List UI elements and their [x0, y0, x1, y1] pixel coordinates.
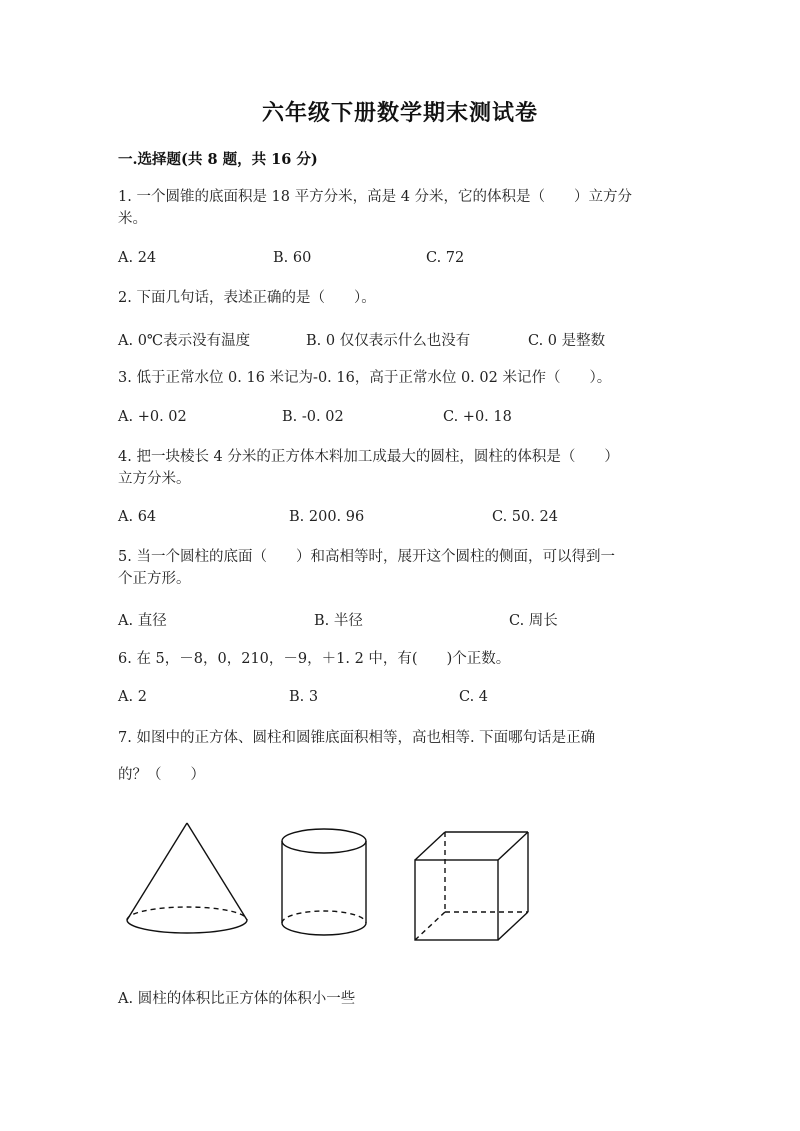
question-7-option-a: A. 圆柱的体积比正方体的体积小一些	[118, 991, 356, 1007]
question-6-option-c: C. 4	[459, 689, 489, 705]
question-5-option-a: A. 直径	[118, 613, 167, 629]
question-7-line-1: 7. 如图中的正方体、圆柱和圆锥底面积相等，高也相等. 下面哪句话是正确	[118, 730, 596, 746]
question-4-line-2: 立方分米。	[118, 471, 191, 487]
question-5-option-b: B. 半径	[314, 613, 363, 629]
question-1-line-2: 米。	[118, 211, 147, 227]
question-1-option-a: A. 24	[118, 250, 157, 266]
question-6-option-b: B. 3	[289, 689, 319, 705]
cylinder-shape	[282, 829, 366, 935]
cube-shape	[415, 832, 528, 940]
question-6-line-1: 6. 在 5，－8，0，210，－9，＋1. 2 中，有( )个正数。	[118, 651, 511, 667]
question-5-option-c: C. 周长	[509, 613, 558, 629]
question-1-option-b: B. 60	[273, 250, 312, 266]
page-title: 六年级下册数学期末测试卷	[261, 100, 538, 126]
question-2-option-c: C. 0 是整数	[528, 333, 606, 349]
question-3-option-c: C. +0. 18	[443, 409, 512, 425]
question-2-option-a: A. 0℃表示没有温度	[118, 333, 251, 349]
question-1-line-1: 1. 一个圆锥的底面积是 18 平方分米，高是 4 分米，它的体积是（ ）立方分	[118, 189, 633, 205]
question-5-line-1: 5. 当一个圆柱的底面（ ）和高相等时，展开这个圆柱的侧面，可以得到一	[118, 549, 615, 565]
section-heading: 一.选择题(共 8 题，共 16 分)	[118, 151, 318, 168]
question-6-option-a: A. 2	[118, 689, 147, 705]
question-2-line-1: 2. 下面几句话，表述正确的是（ ）。	[118, 290, 376, 306]
question-4-option-c: C. 50. 24	[492, 509, 558, 525]
question-2-option-b: B. 0 仅仅表示什么也没有	[306, 333, 471, 349]
question-7-line-2: 的？（ ）	[118, 767, 205, 783]
question-1-option-c: C. 72	[426, 250, 465, 266]
question-3-option-a: A. +0. 02	[118, 409, 187, 425]
question-4-option-a: A. 64	[118, 509, 157, 525]
cone-shape	[127, 823, 247, 933]
question-3-option-b: B. -0. 02	[282, 409, 344, 425]
shapes-figure	[120, 815, 540, 950]
question-4-option-b: B. 200. 96	[289, 509, 365, 525]
question-4-line-1: 4. 把一块棱长 4 分米的正方体木料加工成最大的圆柱，圆柱的体积是（ ）	[118, 449, 619, 465]
question-3-line-1: 3. 低于正常水位 0. 16 米记为-0. 16，高于正常水位 0. 02 米记作（ ）。	[118, 370, 612, 386]
question-5-line-2: 个正方形。	[118, 571, 191, 587]
